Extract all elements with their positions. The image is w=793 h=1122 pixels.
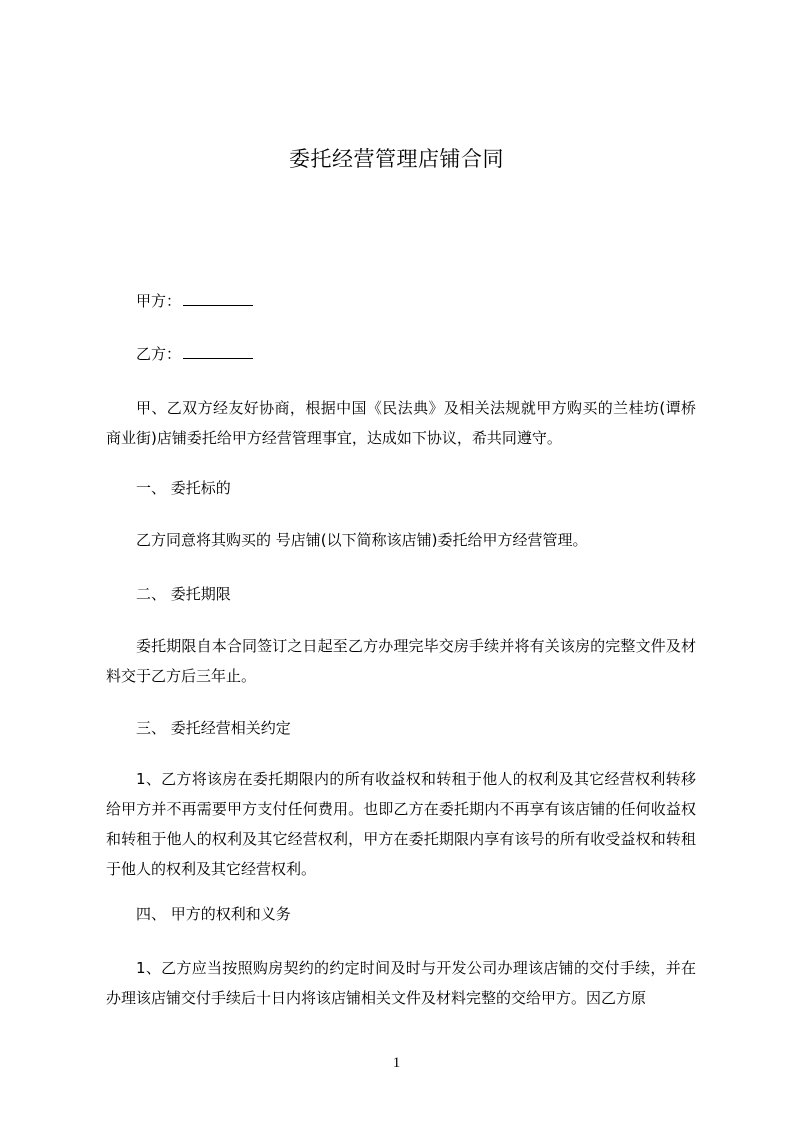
section-body: 委托期限自本合同签订之日起至乙方办理完毕交房手续并将有关该房的完整文件及材料交于乙方后三年止。: [106, 637, 696, 685]
document-title: 委托经营管理店铺合同: [289, 147, 504, 171]
party-a-label: 甲方：: [136, 292, 182, 310]
section-body: 乙方同意将其购买的 号店铺(以下简称该店铺)委托给甲方经营管理。: [136, 531, 588, 549]
party-b-line: [136, 342, 253, 366]
intro-paragraph: 甲、乙双方经友好协商，根据中国《民法典》及相关法规就甲方购买的兰桂坊(谭桥商业街)店铺委托给甲方经营管理事宜，达成如下协议，希共同遵守。: [106, 399, 696, 447]
section-body: 1、乙方将该房在委托期限内的所有收益权和转租于他人的权利及其它经营权利转移给甲方并不再需要甲方支付任何费用。也即乙方在委托期内不再享有该店铺的任何收益权和转租于他人的权利及其它经营权利，甲方在委托期限内享有该号的所有收受益权和转租于他人的权利及其它经营权利。: [106, 770, 696, 878]
party-a-line: [136, 289, 253, 313]
section-heading: 四、 甲方的权利和义务: [136, 905, 291, 923]
page-number: 1: [392, 1055, 401, 1071]
section-heading: 一、 委托标的: [136, 479, 231, 497]
party-b-blank: [183, 344, 253, 359]
party-a-blank: [183, 291, 253, 306]
section-heading: 二、 委托期限: [136, 585, 231, 603]
section-heading: 三、 委托经营相关约定: [136, 719, 291, 737]
section-body: 1、乙方应当按照购房契约的约定时间及时与开发公司办理该店铺的交付手续，并在办理该店铺交付手续后十日内将该店铺相关文件及材料完整的交给甲方。因乙方原: [106, 959, 696, 1007]
party-b-label: 乙方：: [136, 345, 182, 363]
